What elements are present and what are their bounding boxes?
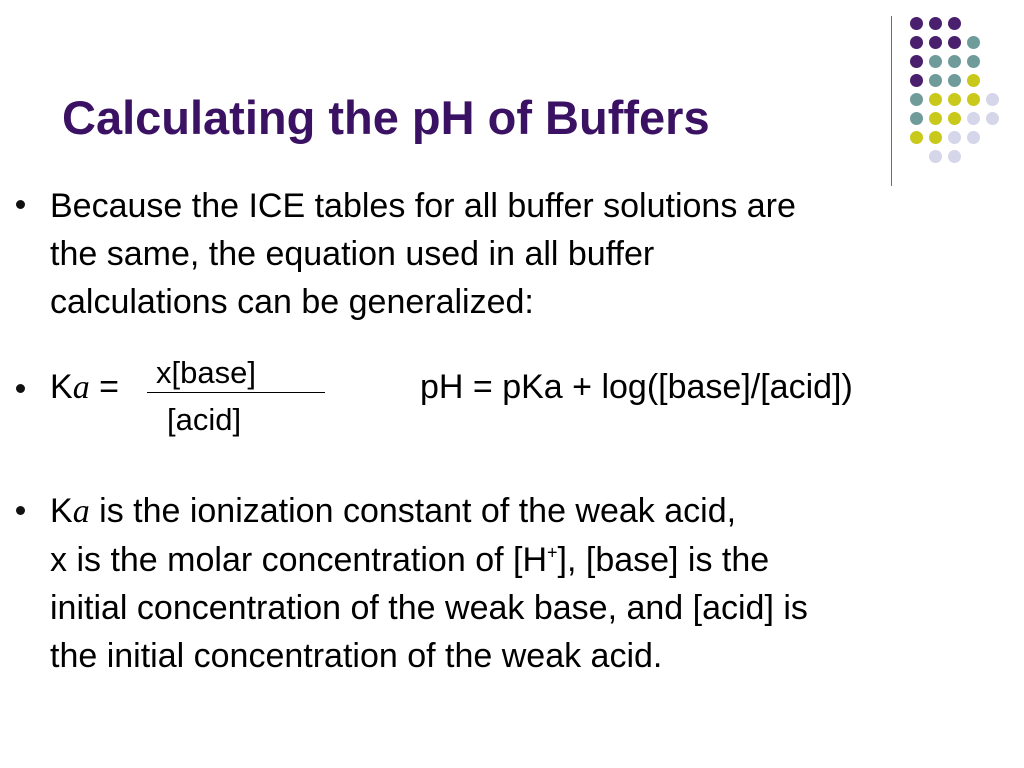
slide-title: Calculating the pH of Buffers: [62, 91, 710, 144]
decorative-dot: [948, 36, 961, 49]
decorative-dot: [929, 93, 942, 106]
bullet-marker: [16, 384, 25, 393]
decorative-dot: [929, 131, 942, 144]
decorative-dot: [910, 112, 923, 125]
henderson-hasselbalch-equation: pH = pKa + log([base]/[acid]): [420, 368, 853, 406]
decorative-dot: [948, 93, 961, 106]
decorative-dot: [967, 112, 980, 125]
decorative-dot: [967, 55, 980, 68]
decorative-dot: [986, 112, 999, 125]
decorative-dot: [929, 55, 942, 68]
ka-formula: [50, 363, 119, 412]
decorative-dot: [948, 74, 961, 87]
decorative-dot: [929, 112, 942, 125]
bullet-marker: [16, 506, 25, 515]
decorative-dot: [948, 17, 961, 30]
bullet-marker: [16, 200, 25, 209]
decorative-dot: [929, 150, 942, 163]
decorative-dot: [910, 17, 923, 30]
text-line: the same, the equation used in all buffer: [50, 235, 655, 273]
bullet-definitions: [50, 487, 808, 680]
decorative-dot: [948, 55, 961, 68]
text-line: the initial concentration of the weak acid.: [50, 637, 663, 675]
text-line: Because the ICE tables for all buffer solutions are: [50, 187, 796, 225]
fraction-numerator: x[base]: [156, 355, 256, 390]
text-line: x is the molar concentration of [H+], [base] is the: [50, 541, 770, 579]
decorative-dot: [910, 74, 923, 87]
fraction-denominator: [acid]: [167, 402, 242, 437]
vertical-divider: [891, 16, 892, 186]
decorative-dot: [910, 55, 923, 68]
decorative-dot: [967, 131, 980, 144]
fraction-bar: [147, 392, 325, 393]
decorative-dot: [910, 93, 923, 106]
decorative-dot: [948, 112, 961, 125]
decorative-dot: [929, 36, 942, 49]
decorative-dot: [967, 93, 980, 106]
decorative-dot: [986, 93, 999, 106]
decorative-dot: [948, 131, 961, 144]
text-line: calculations can be generalized:: [50, 283, 534, 321]
text-line: initial concentration of the weak base, and [acid] is: [50, 589, 808, 627]
decorative-dot: [967, 36, 980, 49]
equals-sign: =: [99, 368, 119, 406]
decorative-dot: [910, 131, 923, 144]
bullet-ice-tables: [50, 182, 796, 326]
decorative-dot: [929, 17, 942, 30]
ka-symbol: Ka: [50, 368, 90, 406]
decorative-dot: [929, 74, 942, 87]
decorative-dot: [948, 150, 961, 163]
text-line: Ka is the ionization constant of the weak acid,: [50, 492, 737, 530]
decorative-dot: [910, 36, 923, 49]
decorative-dot: [967, 74, 980, 87]
